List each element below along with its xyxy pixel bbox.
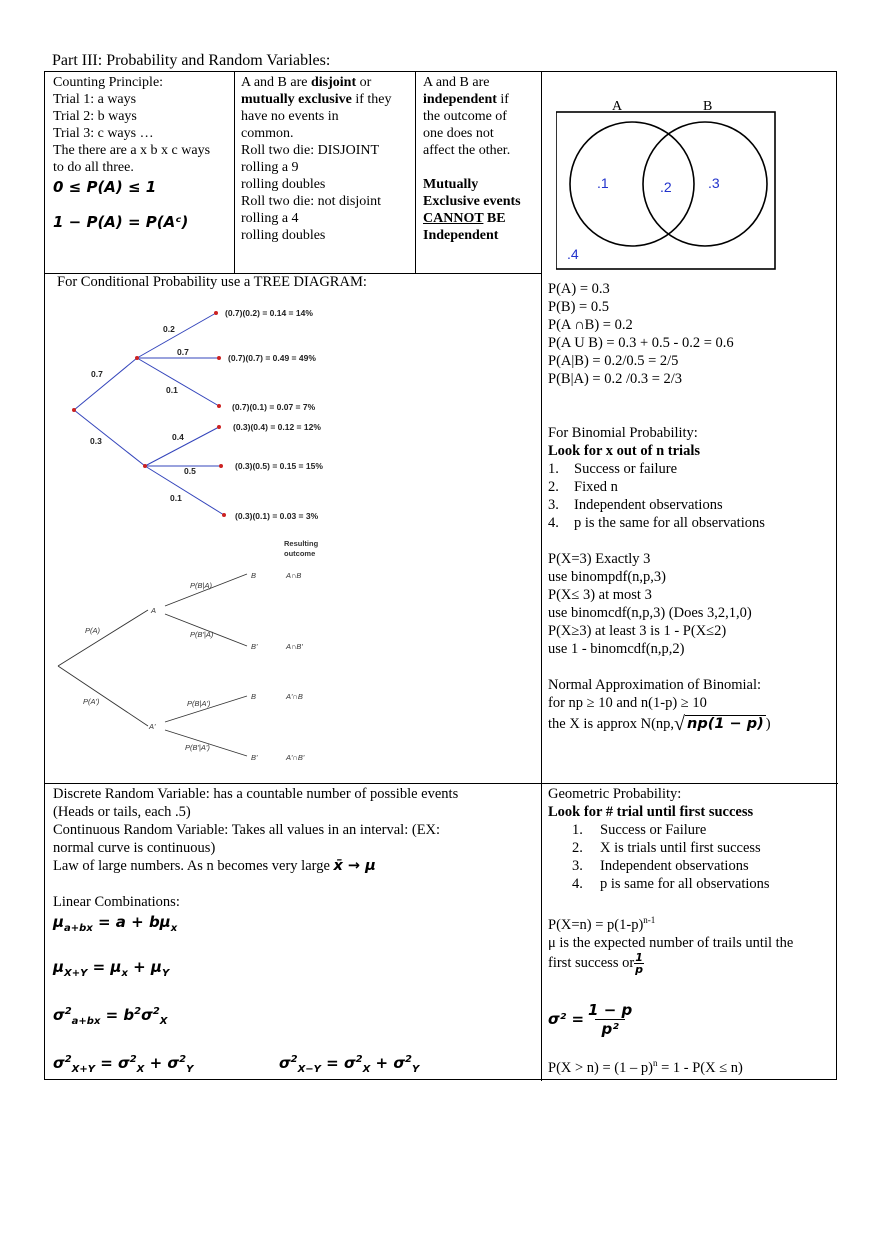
complement-formula: 1 − P(A) = P(Aᶜ) xyxy=(53,213,189,231)
geometric-condition: p is same for all observations xyxy=(600,876,770,892)
summary-table xyxy=(44,71,837,1080)
prob-line: P(B) = 0.5 xyxy=(548,299,609,315)
tree-node xyxy=(72,408,76,412)
branch-prob: 0.1 xyxy=(166,385,178,395)
venn-value-a-only: .1 xyxy=(597,175,609,191)
rv-line: Continuous Random Variable: Takes all values in an interval: (EX: xyxy=(53,822,441,838)
geometric-heading: Geometric Probability: xyxy=(548,786,682,802)
venn-value-intersection: .2 xyxy=(660,179,672,195)
node-label: B xyxy=(251,571,257,580)
cannot-term: CANNOT xyxy=(423,211,484,226)
node-label: A xyxy=(151,606,157,615)
binomial-condition: Independent observations xyxy=(574,497,723,513)
variance-difference-formula: $\sigma^2_{X-Y} = \sigma^2_X + \sigma^2_Y$ xyxy=(278,1054,420,1075)
variance-numerator: 1 − p xyxy=(588,1000,633,1019)
independent-note: Exclusive events xyxy=(423,194,521,209)
branch xyxy=(74,358,137,410)
geometric-condition: Success or Failure xyxy=(600,822,707,838)
geometric-condition: Independent observations xyxy=(600,858,749,874)
tree-heading: For Conditional Probability use a TREE DIAGRAM: xyxy=(57,274,367,290)
geometric-condition: X is trials until first success xyxy=(600,840,761,856)
branch-label: P(B|A') xyxy=(187,699,211,708)
branch xyxy=(137,358,219,406)
geometric-pmf: P(X=n) = p(1-p) xyxy=(548,916,644,933)
geometric-mean-text: μ is the expected number of trails until the xyxy=(548,934,794,951)
binomial-line: P(X=3) Exactly 3 xyxy=(548,551,651,567)
tree-node xyxy=(135,356,139,360)
outcome-label: A∩B' xyxy=(286,642,303,651)
normal-approx-heading: Normal Approximation of Binomial: xyxy=(548,677,762,693)
normal-approx-text: the X is approx N(np, xyxy=(548,716,675,732)
binomial-condition: Fixed n xyxy=(574,479,618,495)
binomial-condition: Success or failure xyxy=(574,461,678,477)
geometric-pmf-exponent: n-1 xyxy=(643,915,656,925)
prob-line: P(A ∩B) = 0.2 xyxy=(548,317,633,333)
geometric-tail-exponent: n xyxy=(652,1057,658,1068)
independent-cell xyxy=(423,74,541,244)
venn-value-neither: .4 xyxy=(567,246,579,262)
independent-note: BE xyxy=(483,211,506,226)
venn-circle-a xyxy=(570,122,694,246)
branch-label: P(A) xyxy=(85,626,100,635)
disjoint-line: rolling doubles xyxy=(241,228,326,243)
binomial-line: use 1 - binomcdf(n,p,2) xyxy=(548,641,685,657)
binomial-line: P(X≤ 3) at most 3 xyxy=(548,587,652,603)
independent-line: the outcome of xyxy=(423,109,507,124)
probability-bounds-formula: 0 ≤ P(A) ≤ 1 xyxy=(53,178,157,196)
mean-linear-formula: $\mu_{a+bx} = a + b\mu_x$ xyxy=(53,913,178,934)
geometric-tail: P(X > n) = (1 – p) xyxy=(548,1059,653,1076)
tree-nodes xyxy=(72,311,226,517)
outcome-product: (0.7)(0.2) = 0.14 = 14% xyxy=(225,308,313,318)
independent-line: one does not xyxy=(423,126,494,141)
binomial-condition: p is the same for all observations xyxy=(574,515,765,531)
outcome-product: (0.3)(0.1) = 0.03 = 3% xyxy=(235,511,319,521)
symbolic-tree-diagram xyxy=(55,534,355,764)
branch xyxy=(58,610,148,666)
branch-label: P(B|A) xyxy=(190,581,212,590)
disjoint-line: Roll two die: not disjoint xyxy=(241,194,382,209)
node-label: B' xyxy=(251,753,258,762)
independent-note: Mutually xyxy=(423,177,479,192)
counting-line: The there are a x b x c ways xyxy=(53,143,211,158)
sd-formula: np(1 − p) xyxy=(687,716,764,732)
outcome-label: A∩B xyxy=(286,571,302,580)
tree-node xyxy=(214,311,218,315)
counting-line: to do all three. xyxy=(53,160,134,175)
tree-branches xyxy=(74,313,224,515)
variance-denominator: p² xyxy=(595,1019,624,1038)
branch-label: P(B'|A) xyxy=(190,630,214,639)
tree-node xyxy=(217,404,221,408)
binomial-cell: P(A) = 0.3 P(B) = 0.5 P(A ∩B) = 0.2 P(A U B) = 0.3 + 0.5 - 0.2 = 0.6 P(A|B) = 0.2/0.5 = 2/5 P(B|A) = 0.2 /0.3 = 2/3 For Binomial Probability: Look for x out of n trials 1. Success or failure 2. Fixed n 3. Independent observations 4. p is the same for all observations P(X=3) Exactly 3 use binompdf(n,p,3) P(X≤ 3) at most 3 use binomcdf(n,p,3) (Does 3,2,1,0) P(X≥3) at least 3 is 1 - P(X≤2) use 1 - binomcdf(n,p,2) Normal Approximation of Binomial: for np ≥ 10 and n(1-p) ≥ 10 the X is approx N(np,√ np(1 − p) ) xyxy=(548,280,833,733)
venn-diagram xyxy=(556,96,786,272)
counting-principle-cell xyxy=(53,74,233,231)
counting-line: Counting Principle: xyxy=(53,75,164,90)
venn-label-a: A xyxy=(612,99,623,114)
binomial-line: use binompdf(n,p,3) xyxy=(548,569,666,585)
mean-sum-formula: $\mu_{X+Y} = \mu_x + \mu_Y$ xyxy=(53,958,170,979)
binomial-line: use binomcdf(n,p,3) (Does 3,2,1,0) xyxy=(548,605,752,621)
resulting-heading: Resulting xyxy=(284,539,319,548)
venn-label-b: B xyxy=(703,99,713,114)
geometric-key: Look for # trial until first success xyxy=(548,804,754,820)
divider xyxy=(415,72,416,273)
tree-node xyxy=(219,464,223,468)
tree-node xyxy=(217,356,221,360)
disjoint-line: rolling doubles xyxy=(241,177,326,192)
disjoint-term: disjoint xyxy=(310,75,357,90)
branch xyxy=(74,410,145,466)
outcome-label: A'∩B' xyxy=(286,753,305,762)
branch-prob: 0.1 xyxy=(170,493,182,503)
disjoint-text: if they xyxy=(351,92,392,107)
tree-node xyxy=(217,425,221,429)
geometric-tail: = 1 - P(X ≤ n) xyxy=(657,1059,743,1076)
outcome-product: (0.3)(0.4) = 0.12 = 12% xyxy=(233,422,321,432)
outcome-label: A'∩B xyxy=(286,692,303,701)
venn-value-b-only: .3 xyxy=(708,175,720,191)
branch xyxy=(165,574,247,606)
prob-line: P(A|B) = 0.2/0.5 = 2/5 xyxy=(548,353,679,369)
disjoint-text: or xyxy=(356,75,372,90)
divider xyxy=(541,72,542,1081)
branch-label: P(A') xyxy=(83,697,100,706)
branch-prob: 0.3 xyxy=(90,436,102,446)
mutually-exclusive-term: mutually exclusive xyxy=(241,92,352,107)
variance-lhs: σ² = xyxy=(548,1010,585,1029)
rv-line: normal curve is continuous) xyxy=(53,840,216,856)
branch-prob: 0.5 xyxy=(184,466,196,476)
branch-prob: 0.2 xyxy=(163,324,175,334)
disjoint-line: rolling a 4 xyxy=(241,211,299,226)
prob-line: P(B|A) = 0.2 /0.3 = 2/3 xyxy=(548,371,683,387)
numeric-tree-diagram xyxy=(65,297,385,527)
tree-node xyxy=(222,513,226,517)
mean-fraction-numerator: 1 xyxy=(635,950,643,964)
node-label: B' xyxy=(251,642,258,651)
independent-term: independent xyxy=(423,92,497,107)
counting-line: Trial 2: b ways xyxy=(53,109,137,124)
rv-line: Discrete Random Variable: has a countable number of possible events xyxy=(53,786,459,802)
normal-approx-condition: for np ≥ 10 and n(1-p) ≥ 10 xyxy=(548,695,707,711)
node-label: B xyxy=(251,692,257,701)
disjoint-line: Roll two die: DISJOINT xyxy=(241,143,380,158)
divider xyxy=(45,783,838,784)
independent-note: Independent xyxy=(423,228,499,243)
tree-node xyxy=(143,464,147,468)
divider xyxy=(234,72,235,273)
outcome-product: (0.7)(0.7) = 0.49 = 49% xyxy=(228,353,316,363)
random-variable-cell xyxy=(53,785,538,1079)
geometric-mean-text: first success or xyxy=(548,955,635,972)
disjoint-cell xyxy=(241,74,413,244)
prob-line: P(A U B) = 0.3 + 0.5 - 0.2 = 0.6 xyxy=(548,335,734,351)
branch-prob: 0.7 xyxy=(177,347,189,357)
outcome-product: (0.3)(0.5) = 0.15 = 15% xyxy=(235,461,323,471)
resulting-heading: outcome xyxy=(284,549,316,558)
variance-linear-formula: $\sigma^2_{a+bx} = b^2\sigma^2_X$ xyxy=(53,1006,168,1027)
linear-combinations-heading: Linear Combinations: xyxy=(53,894,180,910)
mean-fraction-denominator: p xyxy=(635,962,644,976)
rv-line: (Heads or tails, each .5) xyxy=(53,804,191,820)
page-title: Part III: Probability and Random Variables: xyxy=(52,52,331,69)
branch-label: P(B'|A') xyxy=(185,743,210,752)
independent-text: if xyxy=(496,92,509,107)
independent-text: A and B are xyxy=(423,75,490,90)
disjoint-line: common. xyxy=(241,126,294,141)
rv-line: Law of large numbers. As n becomes very large xyxy=(53,858,334,874)
variance-sum-formula: $\sigma^2_{X+Y} = \sigma^2_X + \sigma^2_Y$ xyxy=(53,1054,194,1075)
normal-approx-text: ) xyxy=(765,716,771,732)
disjoint-text: A and B are xyxy=(241,75,311,90)
outcome-product: (0.7)(0.1) = 0.07 = 7% xyxy=(232,402,316,412)
disjoint-line: have no events in xyxy=(241,109,339,124)
counting-line: Trial 1: a ways xyxy=(53,92,137,107)
counting-line: Trial 3: c ways … xyxy=(53,126,154,141)
prob-line: P(A) = 0.3 xyxy=(548,281,610,297)
binomial-line: P(X≥3) at least 3 is 1 - P(X≤2) xyxy=(548,623,727,639)
branch-prob: 0.4 xyxy=(172,432,184,442)
branch xyxy=(58,666,148,726)
binomial-key: Look for x out of n trials xyxy=(548,443,700,459)
disjoint-line: rolling a 9 xyxy=(241,160,299,175)
geometric-cell: Geometric Probability: Look for # trial until first success 1. Success or Failure 2. X is trials until first success 3. Independent observations 4. p is same for all observations $P(X=n) = p(1-p)^{n-1}$ μ is the expected number of trails until the first success or $\frac{1}{p}$ σ² = $\frac{1 - p}{\text{p²}}$ P(X > n) = (1 – p)$^n$ = 1 - P(X ≤ n) xyxy=(548,785,836,1077)
branch-prob: 0.7 xyxy=(91,369,103,379)
lln-formula: x̄ → μ xyxy=(333,858,376,874)
binomial-heading: For Binomial Probability: xyxy=(548,425,698,441)
independent-line: affect the other. xyxy=(423,143,511,158)
node-label: A' xyxy=(149,722,156,731)
